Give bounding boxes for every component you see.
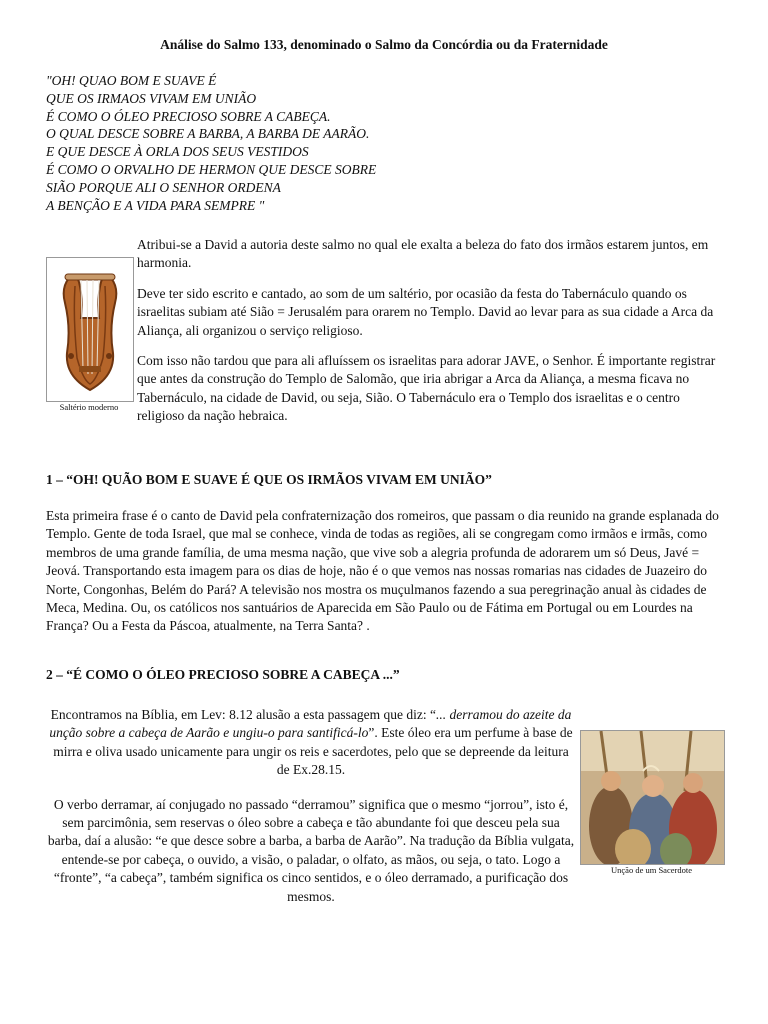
- lyre-psaltery-icon: [47, 258, 133, 401]
- text-span: Encontramos na Bíblia, em Lev: 8.12 alusão a esta passagem que diz: “: [50, 707, 436, 722]
- poem-line: QUE OS IRMAOS VIVAM EM UNIÃO: [46, 90, 257, 106]
- section-1-heading: 1 – “OH! QUÃO BOM E SUAVE É QUE OS IRMÃOS VIVAM EM UNIÃO”: [46, 472, 492, 487]
- section-1-text: Esta primeira frase é o canto de David pela confraternização dos romeiros, que passam o dia reunido na grande esplanada do Templo. Gente de toda Israel, que mal se conhece, vinda de todas as regiões, ali se congregam como irmãos e irmãs, como membros de uma grande família, de uma mesma nação, que vive sob a alegria profunda de adorarem um só Deus, Javé = Jeová. Transportando esta imagem para os dias de hoje, não é o que vemos nas nossas romarias nas cidades de Juazeiro do Norte, Congonhas, Belém do Pará? A televisão nos mostra os muçulmanos fazendo a sua peregrinação anual às cidades de Meca, Medina. Ou, os católicos nos santuários de Aparecida em São Paulo ou de Fátima em Portugal ou em Lourdes na França? Ou a Festa da Páscoa, atualmente, na Terra Santa? .: [46, 508, 719, 634]
- poem-line: "OH! QUAO BOM E SUAVE É: [46, 73, 217, 88]
- intro-paragraph: Deve ter sido escrito e cantado, ao som de um saltério, por ocasião da festa do Tabernáculo quando os israelitas subiam até Sião = Jerusalém para orarem no Templo. David ao levar para as sua cidade a Arca da Aliança, ali organizou o serviço religioso.: [137, 285, 714, 338]
- text-span: ”. Este óleo era um perfume à base de mirra e oliva usado unicamente para ungir os reis e sacerdotes, pelo que se depreende da leitura de Ex.28.15.: [53, 725, 573, 778]
- poem-line: O QUAL DESCE SOBRE A BARBA, A BARBA DE AARÃO.: [46, 126, 370, 142]
- psalm-poem: [46, 72, 376, 214]
- intro-paragraph: Com isso não tardou que para ali afluíssem os israelitas para adorar JAVE, o Senhor. É importante registrar que antes da construção do Templo de Salomão, que iria abrigar a Arca da Aliança, a mesma ficava no Tabernáculo, na cidade de David, ou seja, Sião. O Tabernáculo era o Templo dos israelitas e o centro religioso da nação hebraica.: [137, 353, 716, 424]
- poem-line: É COMO O ÓLEO PRECIOSO SOBRE A CABEÇA.: [46, 108, 331, 124]
- bible-quote: ... derramou do azeite da unção sobre a cabeça de Aarão e ungiu-o para santificá-lo: [49, 707, 572, 741]
- poem-line: E QUE DESCE À ORLA DOS SEUS VESTIDOS: [46, 144, 309, 160]
- anointing-caption: Unção de um Sacerdote: [611, 865, 692, 875]
- anointing-image: [580, 730, 725, 865]
- poem-line: É COMO O ORVALHO DE HERMON QUE DESCE SOBRE: [46, 161, 377, 177]
- intro-section: [137, 236, 727, 438]
- poem-line: SIÃO PORQUE ALI O SENHOR ORDENA: [46, 179, 281, 195]
- section-2-paragraph: O verbo derramar, aí conjugado no passado “derramou” significa que o mesmo “jorrou”, isto é, sem parcimônia, sem reservas o óleo sobre a cabeça e tão abundante foi que desceu pela sua barba, daí a alusão: “e que desce sobre a barba, a barba de Aarão”. Na tradução da Bíblia vulgata, entende-se por cabeça, o ouvido, a visão, o paladar, o olfato, as mãos, ou seja, o tato. Logo a “fronte”, “a cabeça”, também significa os cinco sentidos, e o óleo derramado, a purificação dos mesmos.: [47, 796, 575, 904]
- section-2-body: [46, 706, 576, 922]
- poem-line: A BENÇÃO E A VIDA PARA SEMPRE ": [46, 197, 265, 213]
- psaltery-image: [46, 257, 134, 402]
- section-2-heading: 2 – “É COMO O ÓLEO PRECIOSO SOBRE A CABEÇA ...”: [46, 667, 400, 682]
- page-title: Análise do Salmo 133, denominado o Salmo da Concórdia ou da Fraternidade: [160, 37, 608, 52]
- anointing-painting-icon: [581, 731, 724, 864]
- intro-paragraph: Atribui-se a David a autoria deste salmo no qual ele exalta a beleza do fato dos irmãos estarem juntos, em harmonia.: [137, 237, 709, 271]
- section-2-paragraph: [46, 706, 576, 780]
- psaltery-caption: Saltério moderno: [59, 402, 119, 412]
